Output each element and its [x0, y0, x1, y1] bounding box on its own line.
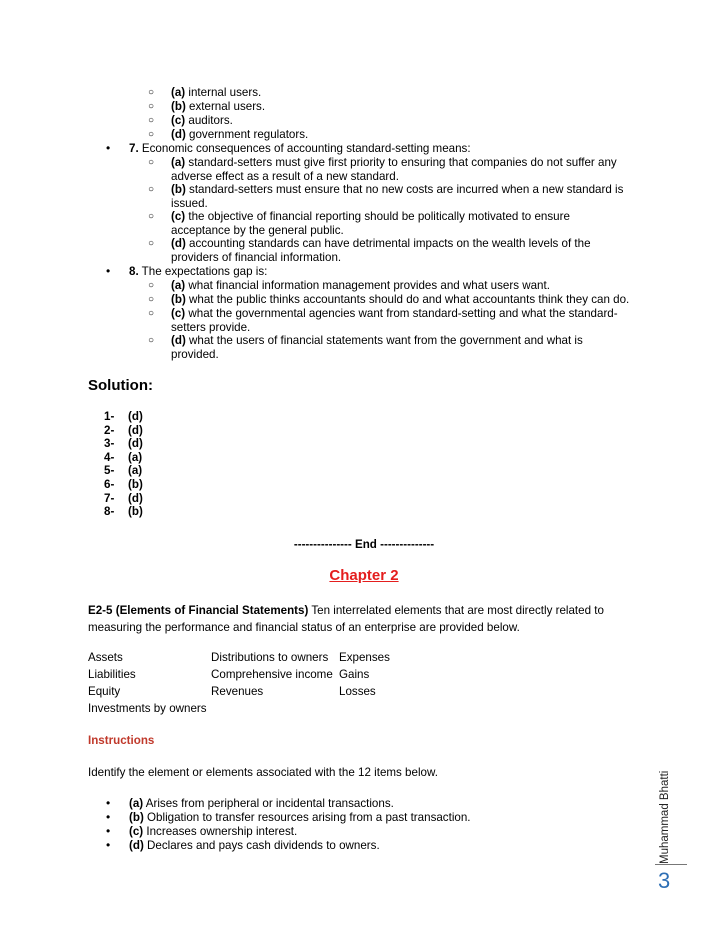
item-key: (c) — [129, 825, 144, 838]
option-key: (b) — [171, 183, 186, 196]
element-cell: Revenues — [211, 685, 264, 698]
bullet-icon: • — [106, 264, 111, 278]
item-text: Obligation to transfer resources arising from a past transaction. — [143, 811, 471, 824]
option-key: (c) — [171, 307, 186, 320]
answer-value: (b) — [128, 477, 143, 491]
option-text: what financial information management provides and what users want. — [185, 279, 550, 292]
option-text: what the governmental agencies want from standard-setting and what the standard- — [185, 307, 618, 320]
element-cell: Liabilities — [88, 668, 136, 681]
circle-bullet-icon: ○ — [148, 308, 155, 319]
option-key: (b) — [171, 100, 186, 113]
page-number: 3 — [658, 868, 671, 893]
answer-row — [104, 410, 143, 424]
exercise-title: E2-5 (Elements of Financial Statements) — [88, 604, 309, 617]
bullet-icon: • — [106, 810, 111, 824]
question-stem: The expectations gap is: — [138, 265, 268, 278]
option-key: (c) — [171, 210, 186, 223]
exercise-intro — [88, 603, 648, 636]
element-cell: Distributions to owners — [211, 651, 329, 664]
circle-bullet-icon: ○ — [148, 280, 155, 291]
option-text-cont: providers of financial information. — [171, 250, 342, 264]
solution-list — [104, 410, 143, 519]
option-text: what the public thinks accountants should do and what accountants think they can do. — [185, 293, 630, 306]
option-key: (d) — [171, 128, 186, 141]
item-key: (b) — [129, 811, 144, 824]
option-key: (c) — [171, 114, 186, 127]
instructions-heading: Instructions — [88, 734, 155, 747]
option-key: (b) — [171, 293, 186, 306]
solution-heading: Solution: — [88, 377, 153, 394]
instructions-text: Identify the element or elements associated with the 12 items below. — [88, 766, 438, 779]
bullet-icon: • — [106, 141, 111, 155]
option-text: internal users. — [185, 86, 262, 99]
element-cell: Equity — [88, 685, 121, 698]
option-text-cont: acceptance by the general public. — [171, 223, 344, 237]
answer-row — [104, 492, 143, 506]
option-text: the objective of financial reporting should be politically motivated to ensure — [185, 210, 570, 223]
item-text: Arises from peripheral or incidental transactions. — [143, 797, 394, 810]
answer-number: 1- — [104, 410, 115, 423]
option-text: standard-setters must ensure that no new costs are incurred when a new standard is — [185, 183, 624, 196]
option-key: (a) — [171, 156, 186, 169]
item-text: Increases ownership interest. — [143, 825, 298, 838]
footer-divider — [655, 864, 687, 865]
option-text: auditors. — [185, 114, 233, 127]
answer-number: 6- — [104, 477, 115, 491]
item-text: Declares and pays cash dividends to owners. — [143, 839, 380, 852]
option-key: (a) — [171, 279, 186, 292]
circle-bullet-icon: ○ — [148, 294, 155, 305]
element-cell: Losses — [339, 685, 376, 698]
answer-row — [104, 478, 143, 492]
bullet-icon: • — [106, 824, 111, 838]
answer-row — [104, 437, 143, 451]
option-text-cont: issued. — [171, 196, 208, 210]
answer-value: (a) — [128, 464, 143, 478]
element-cell: Gains — [339, 668, 370, 681]
circle-bullet-icon: ○ — [148, 211, 155, 222]
circle-bullet-icon: ○ — [148, 101, 155, 112]
answer-row — [104, 505, 143, 519]
bullet-icon: • — [106, 838, 111, 852]
circle-bullet-icon: ○ — [148, 238, 155, 249]
element-cell: Comprehensive income — [211, 668, 333, 681]
element-cell: Investments by owners — [88, 702, 207, 715]
option-key: (d) — [171, 334, 186, 347]
option-text-cont: provided. — [171, 347, 219, 361]
option-text: what the users of financial statements want from the government and what is — [185, 334, 583, 347]
question-number: 8. — [129, 265, 139, 278]
element-cell: Assets — [88, 651, 123, 664]
bullet-icon: • — [106, 796, 111, 810]
circle-bullet-icon: ○ — [148, 157, 155, 168]
answer-value: (d) — [128, 410, 143, 423]
answer-number: 2- — [104, 423, 115, 437]
element-cell: Expenses — [339, 651, 390, 664]
option-text: accounting standards can have detrimental impacts on the wealth levels of the — [185, 237, 591, 250]
answer-row — [104, 451, 143, 465]
item-key: (a) — [129, 797, 144, 810]
answer-value: (b) — [128, 505, 143, 519]
circle-bullet-icon: ○ — [148, 184, 155, 195]
answer-value: (d) — [128, 423, 143, 437]
option-text-cont: adverse effect as a result of a new standard. — [171, 169, 399, 183]
answer-number: 3- — [104, 437, 115, 451]
end-marker: --------------- End -------------- — [293, 538, 435, 551]
answer-value: (a) — [128, 450, 143, 464]
author-name: Muhammad Bhatti — [659, 770, 671, 864]
circle-bullet-icon: ○ — [148, 115, 155, 126]
answer-row — [104, 464, 143, 478]
circle-bullet-icon: ○ — [148, 129, 155, 140]
option-text: standard-setters must give first priority to ensuring that companies do not suffer any — [185, 156, 617, 169]
circle-bullet-icon: ○ — [148, 335, 155, 346]
answer-number: 8- — [104, 505, 115, 519]
circle-bullet-icon: ○ — [148, 87, 155, 98]
question-stem: Economic consequences of accounting standard-setting means: — [138, 142, 471, 155]
option-text-cont: setters provide. — [171, 320, 251, 334]
option-text: government regulators. — [185, 128, 309, 141]
question-number: 7. — [129, 142, 139, 155]
option-key: (a) — [171, 86, 186, 99]
option-key: (d) — [171, 237, 186, 250]
answer-row — [104, 424, 143, 438]
answer-number: 5- — [104, 464, 115, 478]
author-sidebar — [649, 770, 689, 870]
option-text: external users. — [185, 100, 266, 113]
answer-number: 7- — [104, 491, 115, 505]
answer-value: (d) — [128, 491, 143, 505]
answer-value: (d) — [128, 437, 143, 451]
item-key: (d) — [129, 839, 144, 852]
chapter-title: Chapter 2 — [329, 567, 399, 584]
answer-number: 4- — [104, 450, 115, 464]
exercise-intro-text: Ten interrelated elements that are most directly related to measuring the performance and financial status of an enterprise are provided below. — [88, 604, 604, 634]
